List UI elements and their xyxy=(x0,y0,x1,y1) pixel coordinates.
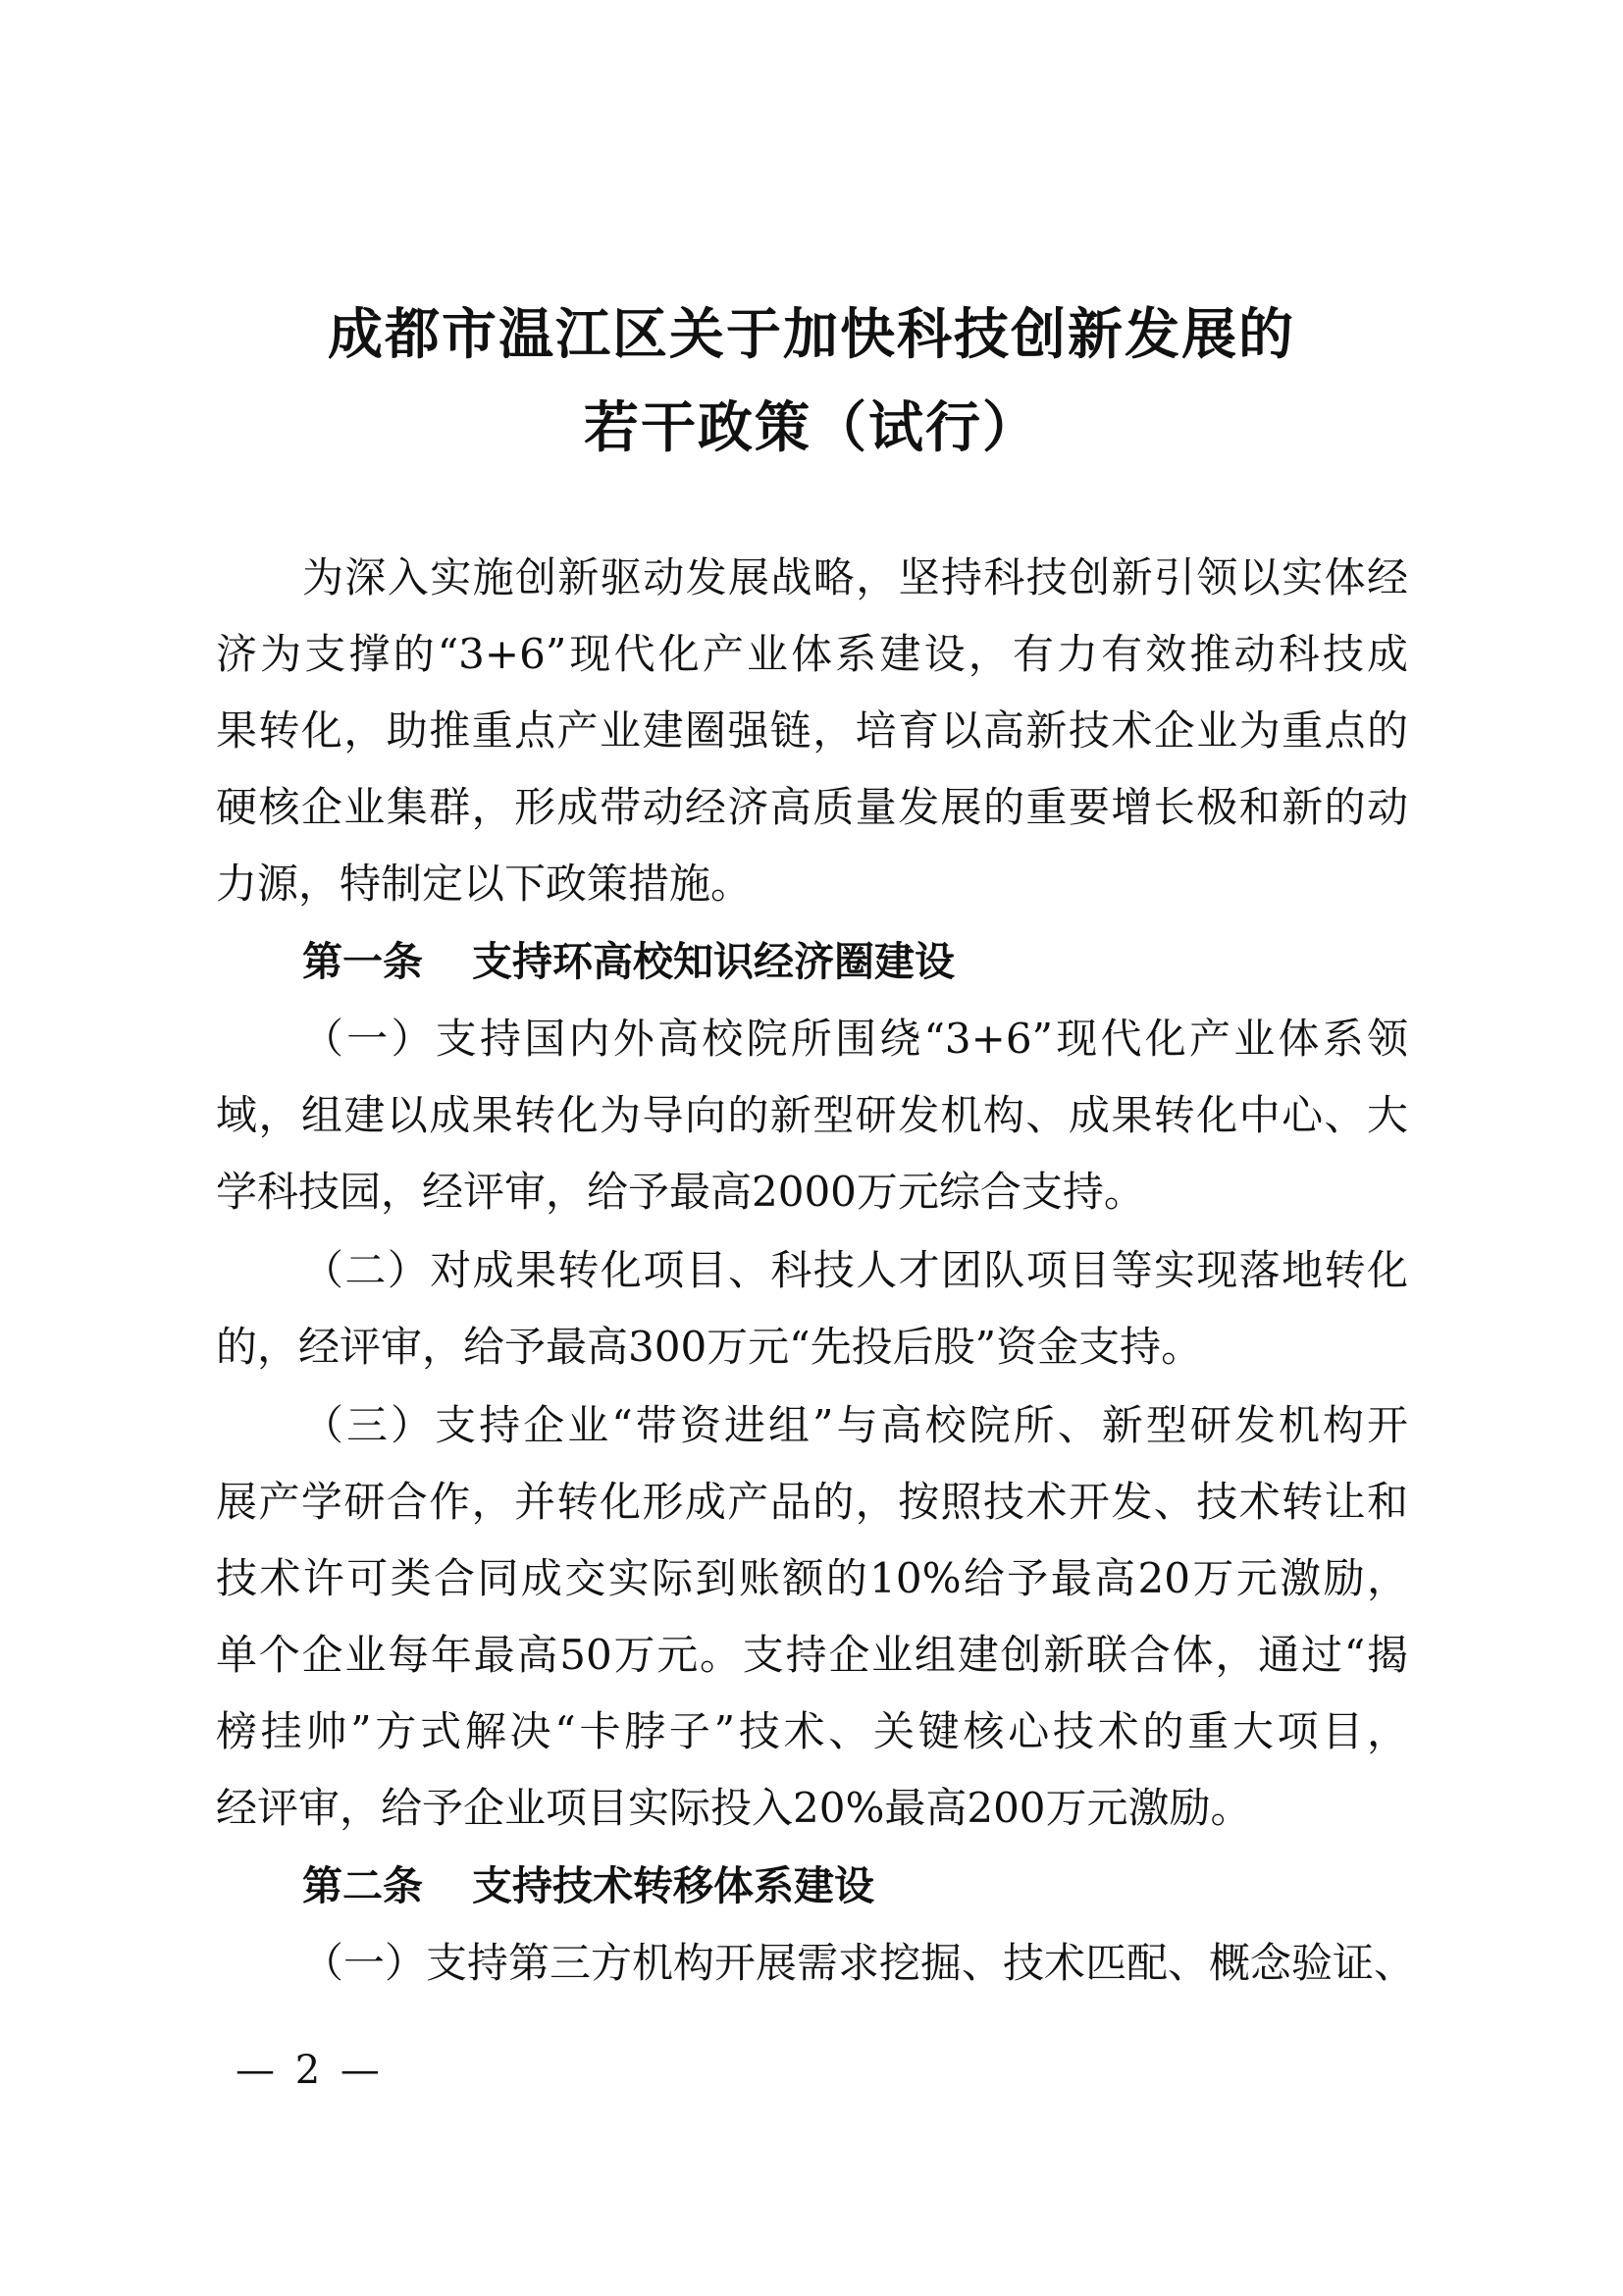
article-1-title: 支持环高校知识经济圈建设 xyxy=(472,938,955,985)
preamble-line-5: 力源，特制定以下政策措施。 xyxy=(216,860,753,908)
article-1-item-1-line-1: （一）支持国内外高校院所围绕“3+6”现代化产业体系领 xyxy=(302,1015,1408,1063)
article-1-item-3-line-1: （三）支持企业“带资进组”与高校院所、新型研发机构开 xyxy=(302,1401,1408,1449)
article-1-item-3-line-6: 经评审，给予企业项目实际投入20%最高200万元激励。 xyxy=(216,1784,1252,1832)
article-1-item-3-line-3: 技术许可类合同成交实际到账额的10%给予最高20万元激励， xyxy=(216,1554,1408,1602)
article-1-item-2-line-2: 的，经评审，给予最高300万元“先投后股”资金支持。 xyxy=(216,1323,1203,1371)
article-2-title: 支持技术转移体系建设 xyxy=(472,1862,874,1909)
preamble-line-1: 为深入实施创新驱动发展战略，坚持科技创新引领以实体经 xyxy=(302,553,1408,601)
page-number: — 2 — xyxy=(236,2048,384,2093)
preamble-line-3: 果转化，助推重点产业建圈强链，培育以高新技术企业为重点的 xyxy=(216,706,1408,755)
preamble-line-4: 硬核企业集群，形成带动经济高质量发展的重要增长极和新的动 xyxy=(216,783,1408,831)
article-1-item-3-line-5: 榜挂帅”方式解决“卡脖子”技术、关键核心技术的重大项目， xyxy=(216,1707,1408,1755)
article-2-number: 第二条 xyxy=(302,1862,423,1909)
article-2-heading xyxy=(302,1862,874,1909)
document-title-line-1: 成都市温江区关于加快科技创新发展的 xyxy=(328,302,1295,367)
article-1-item-1-line-2: 域，组建以成果转化为导向的新型研发机构、成果转化中心、大 xyxy=(216,1091,1408,1139)
preamble-line-2: 济为支撑的“3+6”现代化产业体系建设，有力有效推动科技成 xyxy=(216,630,1408,678)
article-1-heading xyxy=(302,938,955,985)
article-1-item-1-line-3: 学科技园，经评审，给予最高2000万元综合支持。 xyxy=(216,1168,1145,1216)
article-1-item-3-line-2: 展产学研合作，并转化形成产品的，按照技术开发、技术转让和 xyxy=(216,1478,1408,1526)
document-title-line-2: 若干政策（试行） xyxy=(584,395,1039,460)
article-1-item-2-line-1: （二）对成果转化项目、科技人才团队项目等实现落地转化 xyxy=(302,1246,1408,1294)
article-1-item-3-line-4: 单个企业每年最高50万元。支持企业组建创新联合体，通过“揭 xyxy=(216,1631,1408,1679)
article-2-item-1-line-1: （一）支持第三方机构开展需求挖掘、技术匹配、概念验证、 xyxy=(302,1939,1416,1987)
article-1-number: 第一条 xyxy=(302,938,423,985)
